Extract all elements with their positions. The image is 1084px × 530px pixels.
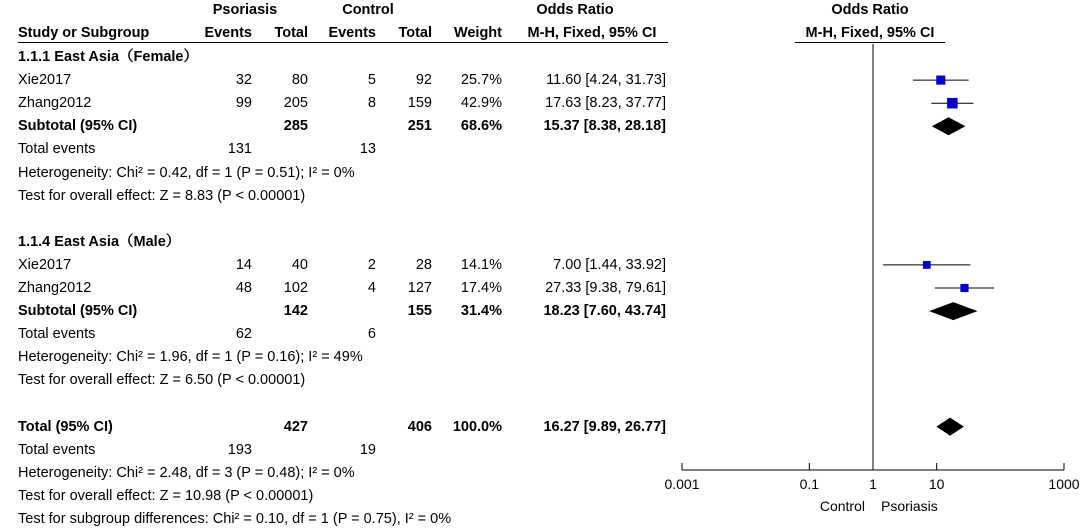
cell-e2: 8 — [367, 95, 376, 112]
cell-ci: 15.37 [8.38, 28.18] — [543, 118, 666, 135]
row-label: Zhang2012 — [18, 280, 92, 296]
cell-e2: 19 — [359, 441, 376, 458]
summary-diamond — [936, 418, 964, 436]
x-tick-label: 0.1 — [799, 476, 820, 492]
cell-weight: 42.9% — [460, 95, 502, 112]
study-marker — [923, 261, 931, 269]
cell-weight: 25.7% — [460, 72, 502, 89]
row-label: Total (95% CI) — [18, 418, 113, 435]
x-tick-label: 0.001 — [664, 476, 700, 492]
row-label: Total events — [18, 441, 96, 458]
cell-t1: 205 — [283, 95, 308, 112]
summary-diamond — [932, 117, 966, 135]
total2-header: Total — [398, 25, 432, 41]
cell-ci: 7.00 [1.44, 33.92] — [553, 256, 666, 273]
favours-control-label: Control — [819, 498, 865, 514]
row-label: Heterogeneity: Chi² = 1.96, df = 1 (P = 0.16); I² = 49% — [18, 349, 363, 366]
cell-t2: 92 — [415, 72, 432, 89]
events1-header: Events — [204, 25, 252, 41]
total1-header: Total — [274, 25, 308, 41]
row-label: Test for overall effect: Z = 6.50 (P < 0.00001) — [18, 372, 306, 389]
cell-ci: 11.60 [4.24, 31.73] — [546, 72, 666, 89]
row-label: Heterogeneity: Chi² = 2.48, df = 3 (P = 0.48); I² = 0% — [18, 464, 355, 481]
method-header: M-H, Fixed, 95% CI — [527, 25, 657, 41]
cell-t1: 285 — [283, 118, 308, 135]
cell-weight: 31.4% — [460, 303, 502, 320]
cell-weight: 17.4% — [460, 280, 502, 296]
row-label: Total events — [18, 141, 96, 158]
plot-title: Odds Ratio — [831, 2, 909, 18]
study-marker — [936, 76, 945, 85]
x-tick-label: 10 — [928, 476, 945, 492]
cell-t1: 427 — [283, 418, 308, 435]
or-column-title: Odds Ratio — [536, 2, 614, 18]
cell-e1: 32 — [235, 72, 252, 89]
events2-header: Events — [328, 25, 376, 41]
cell-t2: 406 — [407, 418, 432, 435]
cell-e1: 14 — [235, 256, 252, 273]
cell-e2: 5 — [367, 72, 376, 89]
cell-t2: 251 — [407, 118, 432, 135]
cell-e1: 193 — [227, 441, 252, 458]
cell-weight: 100.0% — [452, 418, 502, 435]
row-label: Heterogeneity: Chi² = 0.42, df = 1 (P = 0.51); I² = 0% — [18, 164, 355, 181]
cell-t1: 102 — [283, 280, 308, 296]
cell-e1: 48 — [235, 280, 252, 296]
cell-ci: 17.63 [8.23, 37.77] — [545, 95, 666, 112]
cell-t1: 40 — [291, 256, 308, 273]
weight-header: Weight — [453, 25, 502, 41]
cell-t2: 28 — [415, 256, 432, 273]
row-label: 1.1.1 East Asia（Female） — [18, 49, 198, 65]
x-tick-label: 1 — [869, 476, 877, 492]
row-label: Test for overall effect: Z = 10.98 (P < 0.00001) — [18, 487, 314, 504]
cell-e2: 13 — [359, 141, 376, 158]
row-label: Zhang2012 — [18, 95, 92, 112]
cell-t2: 159 — [407, 95, 432, 112]
study-column-header: Study or Subgroup — [18, 25, 150, 41]
row-label: Subtotal (95% CI) — [18, 303, 138, 320]
cell-ci: 16.27 [9.89, 26.77] — [543, 418, 666, 435]
cell-e2: 6 — [367, 326, 376, 343]
cell-ci: 27.33 [9.38, 79.61] — [545, 280, 666, 296]
cell-t2: 155 — [407, 303, 432, 320]
row-label: Xie2017 — [18, 72, 72, 89]
summary-diamond — [929, 302, 977, 320]
row-label: Xie2017 — [18, 256, 72, 273]
row-label: Total events — [18, 326, 96, 343]
cell-t2: 127 — [407, 280, 432, 296]
cell-e1: 99 — [235, 95, 252, 112]
plot-method-header: M-H, Fixed, 95% CI — [805, 25, 935, 41]
study-marker — [960, 284, 968, 292]
cell-t1: 142 — [283, 303, 308, 320]
row-label: 1.1.4 East Asia（Male） — [18, 233, 181, 250]
study-marker — [947, 98, 958, 109]
cell-e1: 62 — [235, 326, 252, 343]
cell-e2: 4 — [367, 280, 376, 296]
cell-weight: 68.6% — [460, 118, 502, 135]
favours-psoriasis-label: Psoriasis — [881, 498, 938, 514]
cell-t1: 80 — [291, 72, 308, 89]
cell-e1: 131 — [227, 141, 252, 158]
x-tick-label: 1000 — [1048, 476, 1080, 492]
row-label: Test for overall effect: Z = 8.83 (P < 0.00001) — [18, 187, 306, 204]
cell-weight: 14.1% — [460, 256, 502, 273]
cell-ci: 18.23 [7.60, 43.74] — [543, 303, 666, 320]
row-label: Subtotal (95% CI) — [18, 118, 138, 135]
group1-header: Psoriasis — [212, 2, 278, 18]
cell-e2: 2 — [367, 256, 376, 273]
group2-header: Control — [342, 2, 394, 18]
row-label: Test for subgroup differences: Chi² = 0.10, df = 1 (P = 0.75), I² = 0% — [18, 511, 452, 527]
